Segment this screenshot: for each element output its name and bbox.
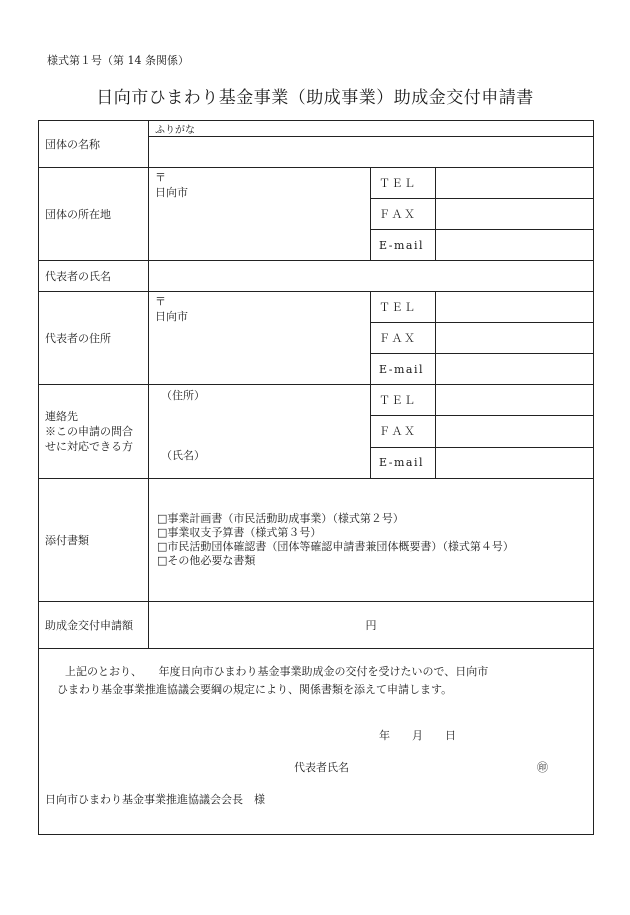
- rep-email-label: E-mail: [371, 354, 436, 385]
- contact-field[interactable]: [149, 385, 371, 479]
- city-prefix: 日向市: [155, 186, 188, 199]
- contact-email-field[interactable]: [436, 447, 594, 478]
- contact-label-line3: せに対応できる方: [45, 440, 133, 453]
- group-address-label: 団体の所在地: [39, 168, 149, 261]
- rep-fax-label: ＦＡＸ: [371, 323, 436, 354]
- yen-unit: 円: [365, 619, 377, 632]
- attachments-list: [149, 479, 594, 602]
- contact-email-label: E-mail: [371, 447, 436, 478]
- group-email-label: E-mail: [371, 230, 436, 261]
- rep-email-field[interactable]: [436, 354, 594, 385]
- declaration-line1: 上記のとおり、 年度日向市ひまわり基金事業助成金の交付を受けたいので、日向市: [65, 665, 489, 678]
- furigana-field[interactable]: ふりがな: [149, 121, 594, 137]
- amount-field[interactable]: [149, 602, 594, 649]
- addressee: 日向市ひまわり基金事業推進協議会会長 様: [45, 793, 265, 806]
- group-fax-field[interactable]: [436, 199, 594, 230]
- contact-label-line2: ※この申請の問合: [45, 425, 133, 438]
- representative-name-label: 代表者氏名: [294, 761, 349, 774]
- contact-tel-field[interactable]: [436, 385, 594, 416]
- rep-tel-label: ＴＥＬ: [371, 292, 436, 323]
- attachment-checkbox-item[interactable]: □その他必要な書類: [157, 554, 256, 567]
- declaration-date[interactable]: 年 月 日: [379, 729, 456, 742]
- rep-address-label: 代表者の住所: [39, 292, 149, 385]
- group-name-field[interactable]: [149, 137, 594, 168]
- group-fax-label: ＦＡＸ: [371, 199, 436, 230]
- rep-address-field[interactable]: [149, 292, 371, 385]
- group-name-label: 団体の名称: [39, 121, 149, 168]
- attachment-checkbox-item[interactable]: □市民活動団体確認書（団体等確認申請書兼団体概要書）（様式第４号）: [157, 540, 514, 553]
- amount-label: 助成金交付申請額: [39, 602, 149, 649]
- attachment-checkbox-item[interactable]: □事業収支予算書（様式第３号）: [157, 526, 322, 539]
- rep-name-field[interactable]: [149, 261, 594, 292]
- declaration-section: [39, 649, 594, 835]
- group-email-field[interactable]: [436, 230, 594, 261]
- attachment-checkbox-item[interactable]: □事業計画書（市民活動助成事業）（様式第２号）: [157, 512, 404, 525]
- declaration-line2: ひまわり基金事業推進協議会要綱の規定により、関係書類を添えて申請します。: [57, 683, 453, 696]
- group-address-field[interactable]: [149, 168, 371, 261]
- group-tel-label: ＴＥＬ: [371, 168, 436, 199]
- contact-fax-label: ＦＡＸ: [371, 416, 436, 447]
- contact-address-label: （住所）: [161, 389, 205, 402]
- postal-mark: 〒: [155, 295, 166, 308]
- contact-label-line1: 連絡先: [45, 410, 78, 423]
- contact-label: [39, 385, 149, 479]
- form-title: 日向市ひまわり基金事業（助成事業）助成金交付申請書: [96, 88, 534, 108]
- city-prefix: 日向市: [155, 310, 188, 323]
- attachments-label: 添付書類: [39, 479, 149, 602]
- form-number: 様式第１号（第 14 条関係）: [47, 54, 189, 67]
- group-tel-field[interactable]: [436, 168, 594, 199]
- contact-tel-label: ＴＥＬ: [371, 385, 436, 416]
- rep-name-label: 代表者の氏名: [39, 261, 149, 292]
- rep-tel-field[interactable]: [436, 292, 594, 323]
- application-form-table: [38, 120, 594, 835]
- contact-name-label: （氏名）: [161, 449, 205, 462]
- rep-fax-field[interactable]: [436, 323, 594, 354]
- postal-mark: 〒: [155, 171, 166, 184]
- contact-fax-field[interactable]: [436, 416, 594, 447]
- seal-mark: ㊞: [537, 761, 548, 774]
